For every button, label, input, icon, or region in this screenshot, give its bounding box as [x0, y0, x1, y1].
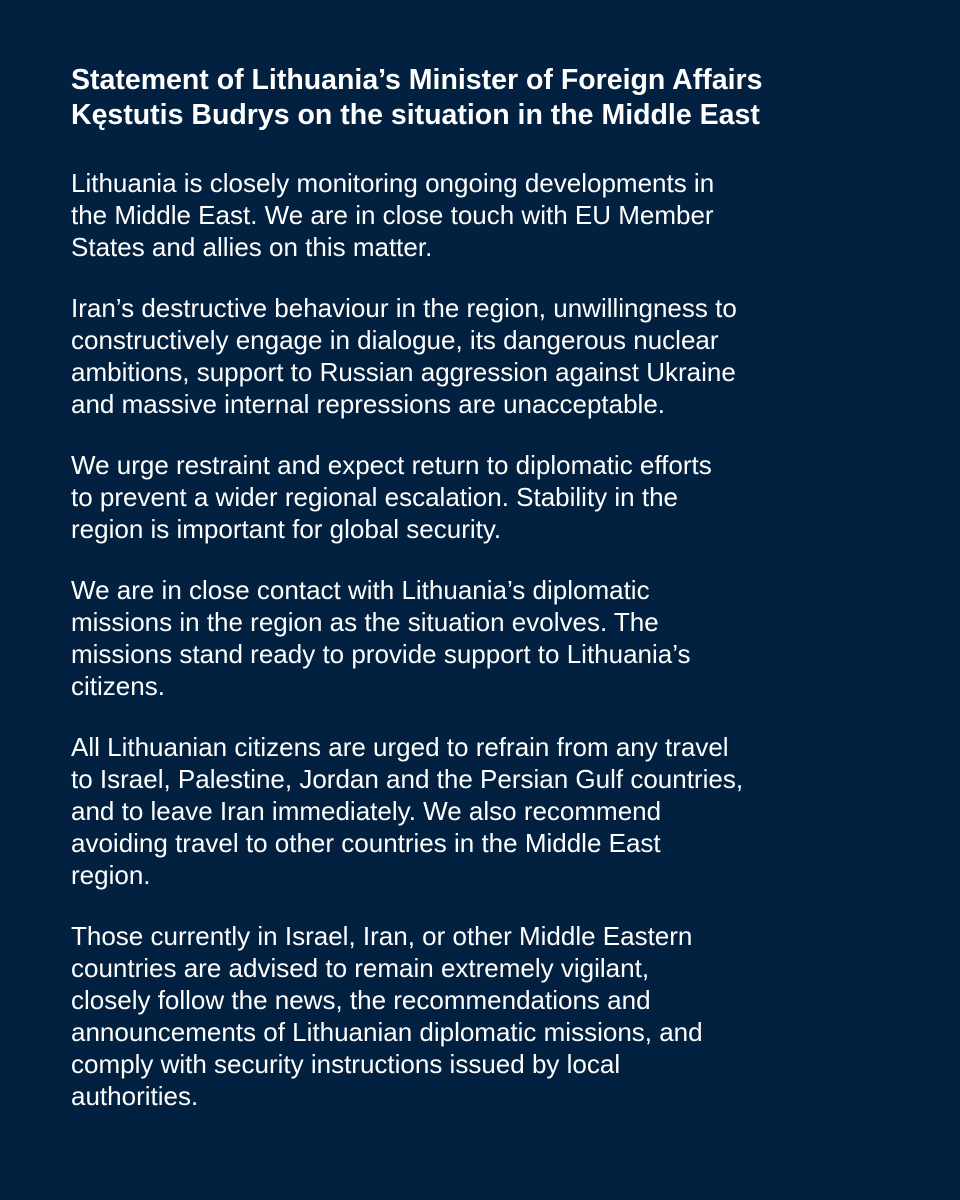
paragraph-line: and to leave Iran immediately. We also recommend	[71, 796, 662, 826]
paragraph-line: Those currently in Israel, Iran, or other Middle Eastern	[71, 921, 693, 951]
paragraph-line: closely follow the news, the recommendations and	[71, 985, 651, 1015]
paragraph-line: to prevent a wider regional escalation. Stability in the	[71, 482, 679, 512]
paragraph-line: citizens.	[71, 671, 165, 701]
paragraph-line: and massive internal repressions are unacceptable.	[71, 389, 666, 419]
paragraph-line: We urge restraint and expect return to diplomatic efforts	[71, 450, 712, 480]
statement-paragraph-vigilance	[71, 920, 890, 1112]
statement-paragraph-monitoring	[71, 167, 890, 263]
statement-paragraph-travel-advice	[71, 731, 890, 891]
paragraph-line: region is important for global security.	[71, 514, 502, 544]
statement-title-line: Statement of Lithuania’s Minister of Foreign Affairs	[71, 64, 763, 96]
paragraph-line: We are in close contact with Lithuania’s diplomatic	[71, 575, 650, 605]
paragraph-line: Iran’s destructive behaviour in the region, unwillingness to	[71, 293, 737, 323]
statement-paragraph-iran-behaviour	[71, 292, 890, 420]
paragraph-line: countries are advised to remain extremely vigilant,	[71, 953, 650, 983]
paragraph-line: missions stand ready to provide support to Lithuania’s	[71, 639, 691, 669]
paragraph-line: to Israel, Palestine, Jordan and the Persian Gulf countries,	[71, 764, 744, 794]
statement-title	[71, 63, 890, 133]
statement-paragraph-restraint	[71, 449, 890, 545]
paragraph-line: avoiding travel to other countries in the Middle East	[71, 828, 661, 858]
paragraph-line: authorities.	[71, 1081, 199, 1111]
paragraph-line: region.	[71, 860, 151, 890]
paragraph-line: missions in the region as the situation evolves. The	[71, 607, 659, 637]
statement-title-line: Kęstutis Budrys on the situation in the Middle East	[71, 99, 760, 131]
paragraph-line: States and allies on this matter.	[71, 232, 433, 262]
paragraph-line: All Lithuanian citizens are urged to refrain from any travel	[71, 732, 729, 762]
paragraph-line: comply with security instructions issued by local	[71, 1049, 621, 1079]
paragraph-line: the Middle East. We are in close touch with EU Member	[71, 200, 714, 230]
paragraph-line: Lithuania is closely monitoring ongoing developments in	[71, 168, 715, 198]
statement-paragraph-diplomatic-missions	[71, 574, 890, 702]
statement-body	[71, 167, 890, 1112]
paragraph-line: ambitions, support to Russian aggression against Ukraine	[71, 357, 736, 387]
paragraph-line: constructively engage in dialogue, its dangerous nuclear	[71, 325, 719, 355]
paragraph-line: announcements of Lithuanian diplomatic missions, and	[71, 1017, 703, 1047]
